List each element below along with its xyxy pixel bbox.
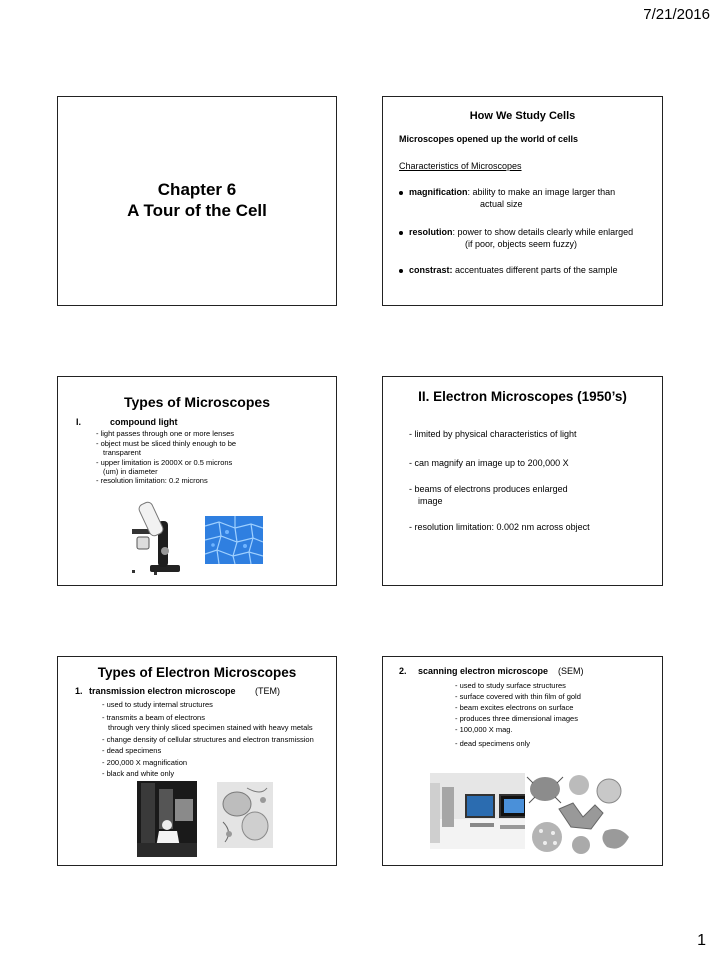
- slide-4-electron-microscopes: [382, 376, 663, 586]
- section-heading: compound light: [110, 417, 178, 427]
- list-item: - can magnify an image up to 200,000 X: [409, 458, 569, 468]
- list-item: - beam excites electrons on surface: [455, 703, 574, 712]
- list-item: image: [418, 496, 443, 506]
- bullet-magnification: magnification: ability to make an image larger than: [399, 187, 615, 197]
- bullet-icon: [399, 269, 403, 273]
- list-item: - limited by physical characteristics of light: [409, 429, 577, 439]
- section-heading: scanning electron microscope: [418, 666, 549, 676]
- list-item: - change density of cellular structures and electron transmission: [102, 735, 314, 744]
- slide-5-types-of-electron-microscopes: [57, 656, 337, 866]
- list-item: transparent: [103, 448, 141, 457]
- slide-3-types-of-microscopes: [57, 376, 337, 586]
- cell-micrograph-image: [205, 516, 263, 564]
- section-heading: transmission electron microscope: [89, 686, 236, 696]
- page-number: 1: [697, 932, 706, 949]
- list-item: - upper limitation is 2000X or 0.5 microns: [96, 458, 233, 467]
- tem-microscope-photo: [137, 781, 197, 857]
- list-item: - transmits a beam of electrons: [102, 713, 205, 722]
- section-abbr: (TEM): [255, 686, 280, 696]
- slide-title: II. Electron Microscopes (1950’s): [418, 389, 627, 404]
- tem-cell-micrograph: [217, 782, 273, 848]
- slide-1-title: [57, 96, 337, 306]
- list-item: - produces three dimensional images: [455, 714, 578, 723]
- bullet-icon: [399, 231, 403, 235]
- list-item: - 200,000 X magnification: [102, 758, 188, 767]
- list-item: (um) in diameter: [103, 467, 158, 476]
- slide-title: How We Study Cells: [469, 110, 576, 122]
- chapter-subtitle: A Tour of the Cell: [127, 201, 267, 220]
- list-item: - dead specimens: [102, 746, 162, 755]
- print-date: 7/21/2016: [643, 6, 710, 23]
- list-item: through very thinly sliced specimen stained with heavy metals: [108, 723, 313, 732]
- list-item: - resolution limitation: 0.2 microns: [96, 476, 208, 485]
- section-number: 2.: [399, 666, 407, 676]
- chapter-heading: Chapter 6: [157, 180, 237, 199]
- list-item: - black and white only: [102, 769, 175, 778]
- slide-subtitle: Microscopes opened up the world of cells: [399, 134, 579, 144]
- slide-title: Types of Electron Microscopes: [97, 665, 297, 680]
- slide-title: Types of Microscopes: [123, 394, 270, 410]
- bullet-icon: [399, 191, 403, 195]
- slide-2-how-we-study-cells: [382, 96, 663, 306]
- list-item: - used to study internal structures: [102, 700, 213, 709]
- slide-6-scanning-electron-microscope: [382, 656, 663, 866]
- sem-microscope-photo: [430, 773, 536, 849]
- characteristics-heading: Characteristics of Microscopes: [399, 161, 522, 171]
- list-item: - dead specimens only: [455, 739, 531, 748]
- section-number: 1.: [75, 686, 83, 696]
- compound-microscope-image: [128, 499, 186, 575]
- list-item: - 100,000 X mag.: [455, 725, 513, 734]
- section-abbr: (SEM): [558, 666, 584, 676]
- list-item: - beams of electrons produces enlarged: [409, 484, 568, 494]
- bullet-resolution: resolution: power to show details clearly while enlarged: [399, 227, 633, 237]
- list-item: - used to study surface structures: [455, 681, 566, 690]
- bullet-resolution-cont: (if poor, objects seem fuzzy): [465, 239, 578, 249]
- list-item: - object must be sliced thinly enough to be: [96, 439, 237, 448]
- bullet-contrast: constrast: accentuates different parts of the sample: [399, 265, 617, 275]
- sem-specimen-images: [525, 773, 637, 863]
- list-item: - surface covered with thin film of gold: [455, 692, 581, 701]
- bullet-magnification-cont: actual size: [480, 199, 523, 209]
- list-item: - light passes through one or more lenses: [96, 429, 234, 438]
- list-item: - resolution limitation: 0.002 nm across object: [409, 522, 590, 532]
- section-numeral: I.: [76, 417, 82, 427]
